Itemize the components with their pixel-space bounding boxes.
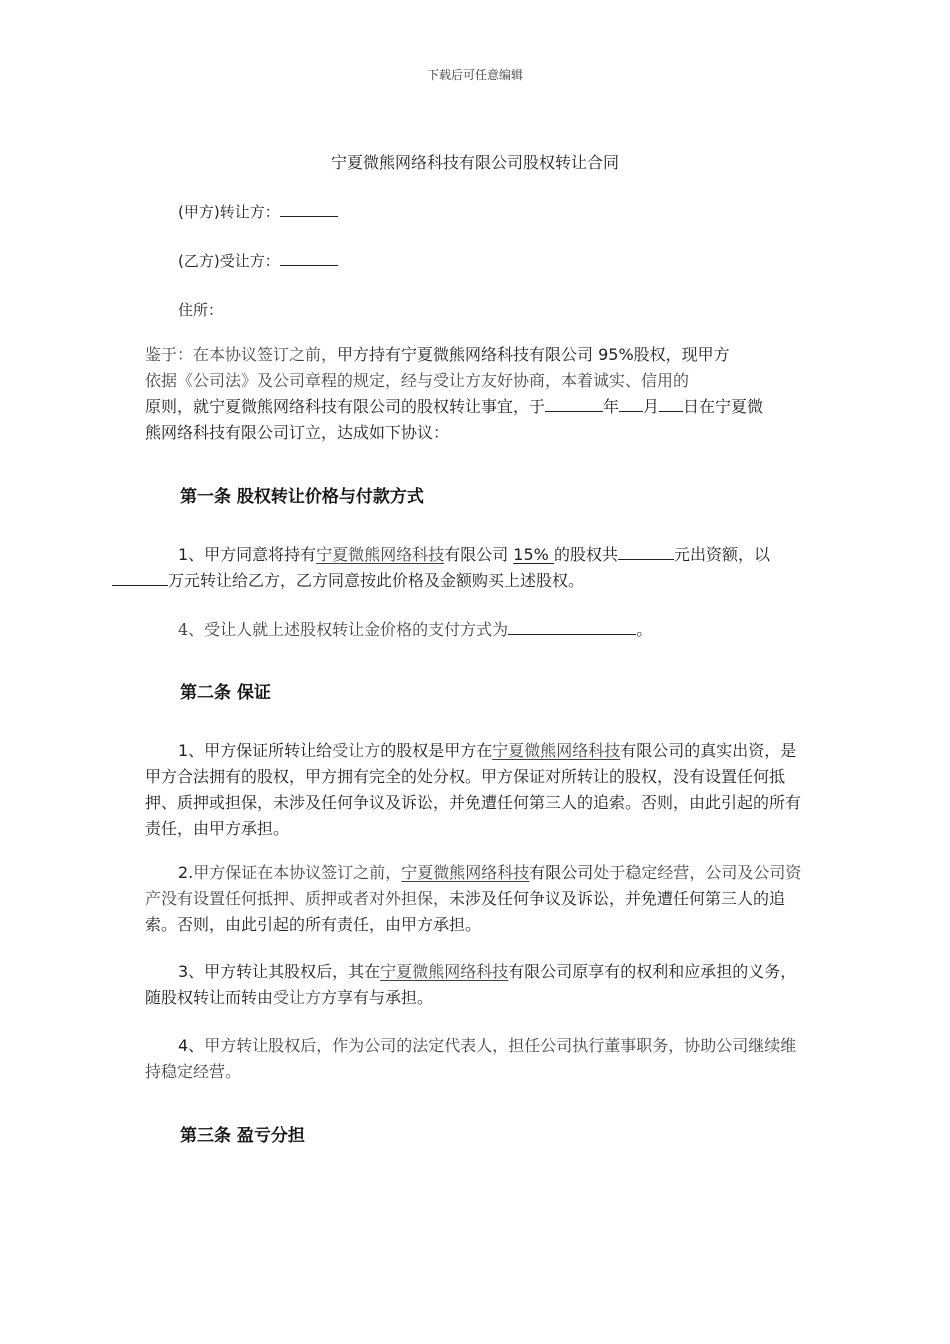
payment-method-blank[interactable] xyxy=(508,618,636,635)
clause-text: 有限公司 xyxy=(444,545,514,564)
article-1-heading: 第一条 股权转让价格与付款方式 xyxy=(180,487,424,507)
preamble-text: 原则，就宁夏微熊网络科技有限公司的股权转让事宜，于 xyxy=(145,397,546,416)
year-blank[interactable] xyxy=(545,395,603,412)
clause-text: 4、受让人就上述股权转让金价格的支付方式为 xyxy=(178,620,509,639)
month-label: 月 xyxy=(643,397,660,416)
clause-text: 有限公司原享有的权利和应承担的义务，随股权转让而转由 xyxy=(145,962,797,1007)
clause-text: 受让方 xyxy=(332,741,381,760)
article-2-heading: 第二条 保证 xyxy=(180,683,271,703)
clause-text: 甲方保证在本协议签订之前， xyxy=(193,863,402,882)
year-label: 年 xyxy=(603,397,620,416)
month-blank[interactable] xyxy=(619,395,643,412)
party-b-blank[interactable] xyxy=(280,251,338,266)
clause-text: 4、 xyxy=(178,1036,205,1055)
article-1-clause-4 xyxy=(145,617,805,643)
preamble xyxy=(145,342,805,446)
clause-text: 有限公司的真实出资， xyxy=(620,741,781,760)
clause-text: 1、甲方保证所转让给 xyxy=(178,741,333,760)
article-2-clause-4 xyxy=(145,1033,805,1085)
clause-text: 受让方 xyxy=(273,988,322,1007)
day-blank[interactable] xyxy=(659,395,683,412)
capital-blank[interactable] xyxy=(618,543,674,560)
article-2-clause-2 xyxy=(145,860,805,938)
address-line xyxy=(178,299,223,320)
company-name: 宁夏微熊网络科技 xyxy=(316,545,445,564)
preamble-text: 依据《公司法》及公司章程的规定，经与受让方友好协商，本着诚实、信用的 xyxy=(145,371,690,390)
party-a-blank[interactable] xyxy=(280,202,338,217)
header-note: 下载后可任意编辑 xyxy=(426,68,523,82)
company-name: 宁夏微熊网络科技 xyxy=(380,962,509,981)
share-percent: 15% xyxy=(513,545,554,564)
company-name: 宁夏微熊网络科技 xyxy=(401,863,530,882)
party-b-line xyxy=(178,250,338,271)
clause-text: 的股权是甲方在 xyxy=(380,741,493,760)
clause-text: 处于稳定经营，公司及公司资产没有设置任何抵押、质押或者对外担保， xyxy=(145,863,802,908)
preamble-lead: 鉴于：在本协议签订之前， xyxy=(145,345,338,364)
preamble-text: 日在宁夏微 xyxy=(683,397,764,416)
article-2-clause-1 xyxy=(145,738,805,842)
contract-title: 宁夏微熊网络科技有限公司股权转让合同 xyxy=(330,153,619,172)
article-1-clause-1 xyxy=(145,542,805,594)
clause-text: 未涉及任何争议及诉讼，并免遭任何第三人的追索。否则，由此引起的所有责任，由甲方承担。 xyxy=(145,889,786,934)
preamble-text: 甲方持有宁夏微熊网络科技有限公司 95%股权，现甲方 xyxy=(337,345,730,364)
clause-text: 是甲方合法拥有的股权，甲方拥有完全的处分权。甲方保证对所转让的股权，没有设置任何抵押、质押或担保，未涉及任何争议及诉讼，并免遭任何第三人的追索。否则，由此引起的所有责任，由甲方承担。 xyxy=(145,741,802,838)
clause-text: 甲方转让股权后，作为公司的法定代表人，担任公司执行董事职务，协助公司继续维持稳定经营。 xyxy=(145,1036,797,1081)
clause-text: 有限公司 xyxy=(529,863,594,882)
price-blank[interactable] xyxy=(112,569,168,586)
clause-text: 方享有与承担。 xyxy=(321,988,434,1007)
address-label: 住所： xyxy=(178,301,224,319)
party-b-label: (乙方)受让方： xyxy=(178,252,280,270)
article-2-clause-3 xyxy=(145,959,805,1011)
party-a-label: (甲方)转让方： xyxy=(178,203,280,221)
clause-text: 万元转让给乙方，乙方同意按此价格及金额购买上述股权。 xyxy=(168,571,585,590)
party-a-line xyxy=(178,201,338,222)
company-name: 宁夏微熊网络科技 xyxy=(492,741,621,760)
clause-text: 3、甲方转让其股权后，其在 xyxy=(178,962,381,981)
clause-text: 2. xyxy=(178,863,194,882)
article-3-heading: 第三条 盈亏分担 xyxy=(180,1126,305,1146)
clause-text: 的股权共 xyxy=(553,545,618,564)
preamble-text: 熊网络科技有限公司订立，达成如下协议： xyxy=(145,423,450,442)
clause-text: 1、甲方同意将持有 xyxy=(178,545,317,564)
clause-text: 。 xyxy=(636,620,653,639)
clause-text: 元出资额，以 xyxy=(673,545,770,564)
